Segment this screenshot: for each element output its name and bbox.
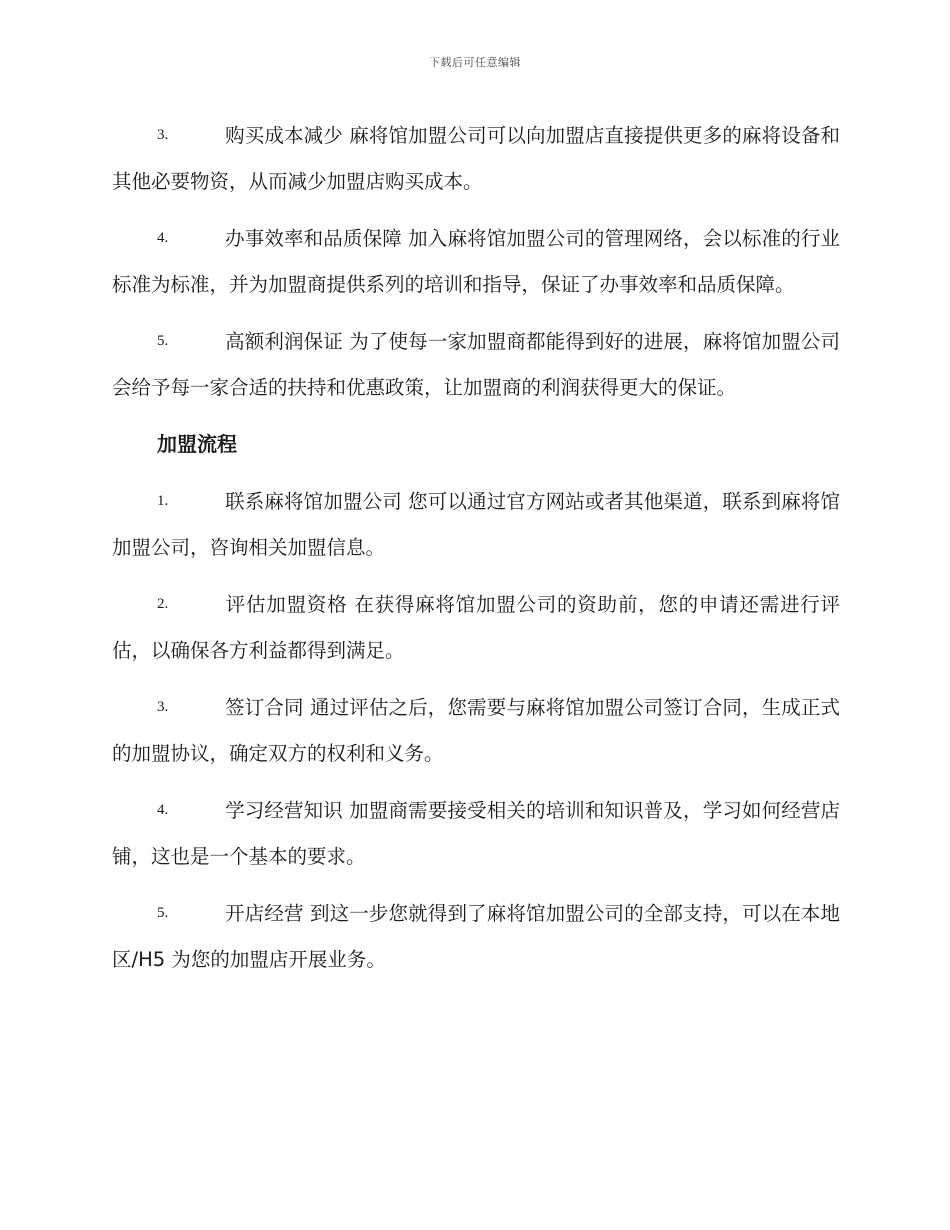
benefit-item [112,113,840,204]
step-text: 联系麻将馆加盟公司 您可以通过官方网站或者其他渠道，联系到麻将馆加盟公司，咨询相关加盟信息。 [112,490,840,559]
step-number: 3. [157,699,169,715]
page-header: 下载后可任意编辑 [429,56,521,69]
process-step [112,582,840,673]
step-text: 学习经营知识 加盟商需要接受相关的培训和知识普及，学习如何经营店铺，这也是一个基本的要求。 [112,799,840,868]
step-text: 开店经营 到这一步您就得到了麻将馆加盟公司的全部支持，可以在本地区/H5 为您的加盟店开展业务。 [112,902,840,971]
item-text: 购买成本减少 麻将馆加盟公司可以向加盟店直接提供更多的麻将设备和其他必要物资，从而减少加盟店购买成本。 [112,124,840,193]
step-text: 评估加盟资格 在获得麻将馆加盟公司的资助前，您的申请还需进行评估，以确保各方利益都得到满足。 [112,593,840,662]
item-text: 办事效率和品质保障 加入麻将馆加盟公司的管理网络，会以标准的行业标准为标准，并为加盟商提供系列的培训和指导，保证了办事效率和品质保障。 [112,227,840,296]
step-number: 2. [157,596,169,612]
document-body [112,113,840,994]
process-step [112,685,840,776]
step-number: 5. [157,905,169,921]
item-text: 高额利润保证 为了使每一家加盟商都能得到好的进展，麻将馆加盟公司会给予每一家合适的扶持和优惠政策，让加盟商的利润获得更大的保证。 [112,330,840,399]
step-number: 4. [157,802,169,818]
process-step [112,479,840,570]
benefit-item [112,319,840,410]
benefit-item [112,216,840,307]
process-step [112,788,840,879]
step-number: 1. [157,493,169,509]
step-text: 签订合同 通过评估之后，您需要与麻将馆加盟公司签订合同，生成正式的加盟协议，确定双方的权利和义务。 [112,696,840,765]
section-title: 加盟流程 [157,432,237,456]
item-number: 4. [157,230,169,246]
item-number: 5. [157,333,169,349]
process-step [112,891,840,982]
item-number: 3. [157,127,169,143]
